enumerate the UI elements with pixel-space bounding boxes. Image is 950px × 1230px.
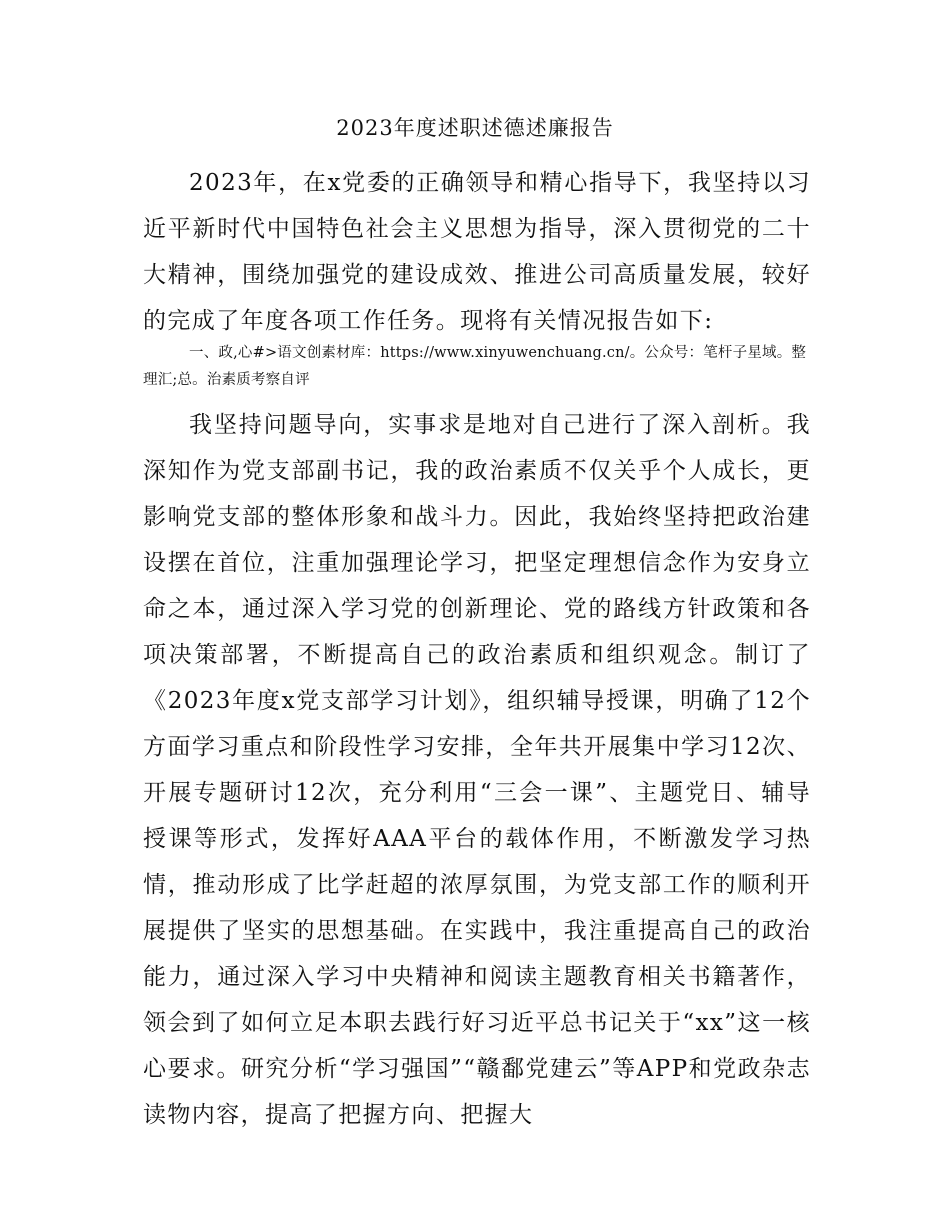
document-title: 2023年度述职述德述廉报告 (336, 116, 614, 140)
intro-paragraph: 2023年，在x党委的正确领导和精心指导下，我坚持以习近平新时代中国特色社会主义思想为指导，深入贯彻党的二十大精神，围绕加强党的建设成效、推进公司高质量发展，较好的完成了年度各项工作任务。现将有关情况报告如下: (143, 170, 811, 334)
section-heading-note: 一、政,心#>语文创素材库：https://www.xinyuwenchuang.cn/。公众号：笔杆子星域。整理汇;总。治素质考察自评 (143, 345, 807, 388)
body-paragraph: 我坚持问题导向，实事求是地对自己进行了深入剖析。我深知作为党支部副书记，我的政治素质不仅关乎个人成长，更影响党支部的整体形象和战斗力。因此，我始终坚持把政治建设摆在首位，注重加强理论学习，把坚定理想信念作为安身立命之本，通过深入学习党的创新理论、党的路线方针政策和各项决策部署，不断提高自己的政治素质和组织观念。制订了《2023年度x党支部学习计划》，组织辅导授课，明确了12个方面学习重点和阶段性学习安排，全年共开展集中学习12次、开展专题研讨12次，充分利用“三会一课”、主题党日、辅导授课等形式，发挥好AAA平台的载体作用，不断激发学习热情，推动形成了比学赶超的浓厚氛围，为党支部工作的顺利开展提供了坚实的思想基础。在实践中，我注重提高自己的政治能力，通过深入学习中央精神和阅读主题教育相关书籍著作，领会到了如何立足本职去践行好习近平总书记关于“xx”这一核心要求。研究分析“学习强国”“赣鄱党建云”等APP和党政杂志读物内容，提高了把握方向、把握大 (143, 412, 811, 1128)
